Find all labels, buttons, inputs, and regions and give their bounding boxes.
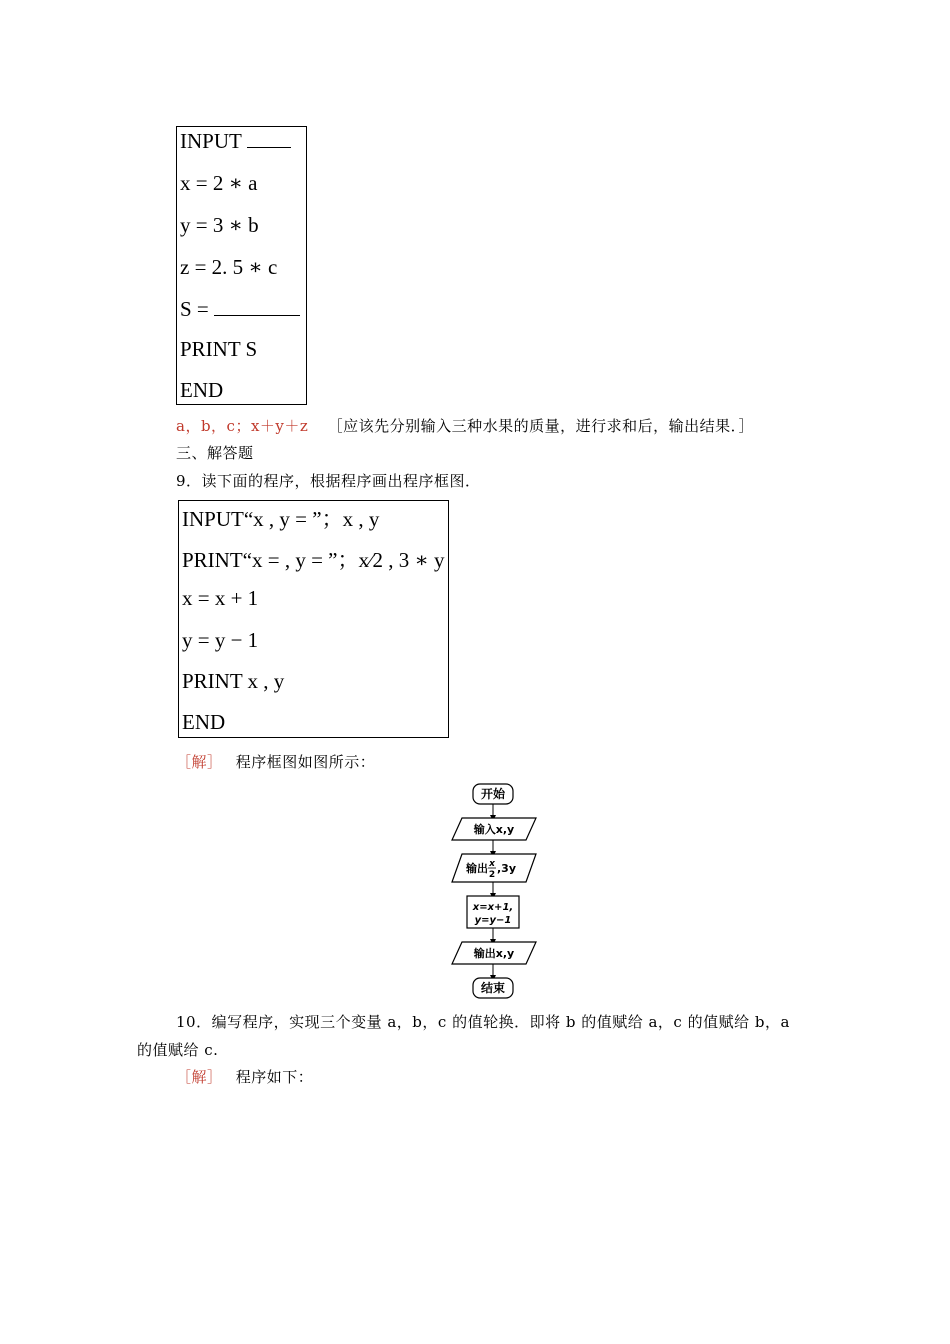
solution-text: 程序如下： — [235, 1068, 314, 1086]
program-line: END — [182, 710, 226, 734]
solution-text: 程序框图如图所示： — [235, 753, 376, 771]
solution-tag: ［解］ — [176, 1068, 223, 1086]
program-line: END — [180, 378, 224, 402]
program-box-2 — [178, 500, 449, 738]
program-line: PRINT S — [180, 337, 258, 361]
program-line: x = 2 ∗ a — [180, 171, 258, 195]
fill-blank — [247, 131, 291, 148]
process-line-1: x=x+1, — [472, 902, 514, 913]
output1-suffix: ,3y — [497, 862, 517, 875]
explanation: ［应该先分别输入三种水果的质量，进行求和后，输出结果．］ — [327, 417, 755, 435]
question-9: 9．读下面的程序，根据程序画出程序框图． — [176, 472, 481, 490]
program-line: x = x + 1 — [182, 586, 259, 610]
output1-frac-den: 2 — [488, 870, 496, 880]
fill-blank — [214, 299, 300, 316]
output1-prefix: 输出 — [466, 862, 488, 875]
program-line: INPUT“x , y = ”；x , y — [182, 507, 380, 531]
program-line: z = 2. 5 ∗ c — [180, 255, 278, 279]
question-10-line-1: 10．编写程序，实现三个变量 a，b，c 的值轮换．即将 b 的值赋给 a，c 的值赋给 b，a — [176, 1013, 790, 1031]
question-10-line-2: 的值赋给 c. — [137, 1041, 219, 1059]
answer-line — [176, 415, 754, 436]
solution-line-10 — [176, 1066, 313, 1087]
section-title: 三、解答题 — [176, 444, 254, 462]
program-line: S = — [180, 297, 300, 322]
program-line: INPUT — [180, 129, 291, 154]
flowchart — [440, 780, 550, 1002]
solution-line-9 — [176, 751, 375, 772]
start-label: 开始 — [480, 787, 506, 801]
output1-frac-num: x — [489, 859, 495, 869]
end-label: 结束 — [480, 981, 506, 995]
program-line: y = y − 1 — [182, 628, 259, 652]
program-line: y = 3 ∗ b — [180, 213, 259, 237]
input-label: 输入x,y — [473, 823, 515, 836]
solution-tag: ［解］ — [176, 753, 223, 771]
program-line: PRINT x , y — [182, 669, 285, 693]
output2-label: 输出x,y — [473, 947, 515, 960]
process-line-2: y=y−1 — [474, 915, 512, 926]
answer: a，b，c；x＋y＋z — [176, 417, 309, 435]
program-box-1 — [176, 126, 307, 405]
program-line: PRINT“x = , y = ”；x⁄2 , 3 ∗ y — [182, 548, 445, 572]
